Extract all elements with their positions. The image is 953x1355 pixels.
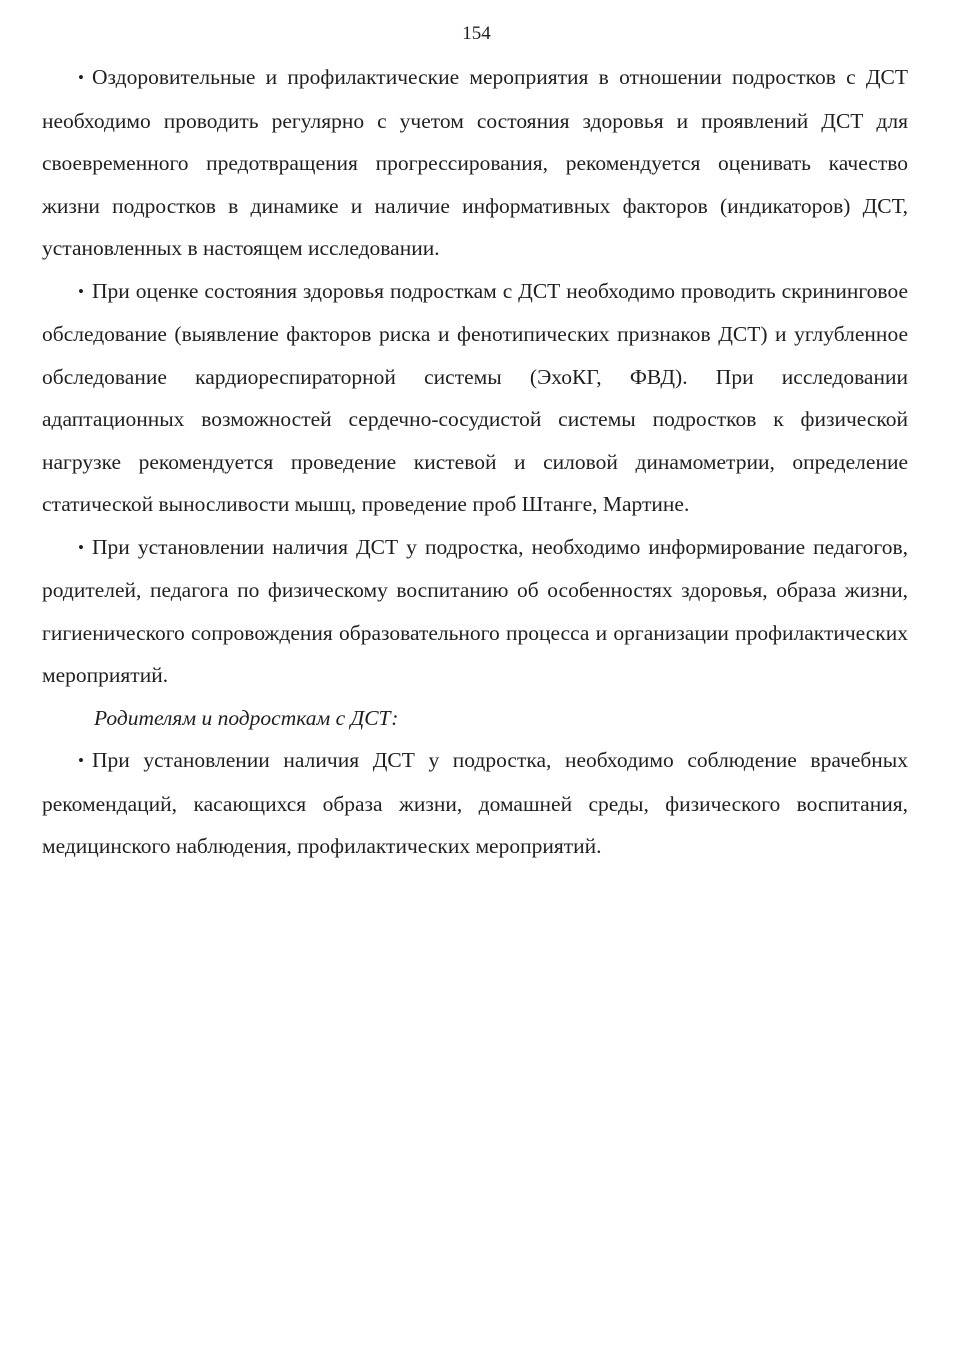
- bullet-paragraph-3: [42, 526, 908, 697]
- bullet-paragraph-3-text: При установлении наличия ДСТ у подростка, необходимо информирование педагогов, родителей, педагога по физическому воспитанию об особенностях здоровья, образа жизни, гигиенического сопровождения образовательного процесса и организации профилактических мероприятий.: [42, 534, 908, 687]
- bullet-icon: •: [78, 281, 84, 301]
- bullet-paragraph-4-text: При установлении наличия ДСТ у подростка, необходимо соблюдение врачебных рекомендаций, касающихся образа жизни, домашней среды, физического воспитания, медицинского наблюдения, профилактических мероприятий.: [42, 748, 908, 858]
- page-number: 154: [462, 23, 491, 44]
- bullet-paragraph-2-text: При оценке состояния здоровья подросткам с ДСТ необходимо проводить скрининговое обследование (выявление факторов риска и фенотипических признаков ДСТ) и углубленное обследование кардиореспираторной системы (ЭхоКГ, ФВД). При исследовании адаптационных возможностей сердечно-сосудистой системы подростков к физической нагрузке рекомендуется проведение кистевой и силовой динамометрии, определение статической выносливости мышц, проведение проб Штанге, Мартине.: [42, 278, 908, 516]
- bullet-icon: •: [78, 537, 84, 557]
- bullet-icon: •: [78, 751, 84, 770]
- bullet-icon: •: [78, 68, 84, 87]
- section-subheading: Родителям и подросткам с ДСТ:: [94, 705, 399, 730]
- bullet-paragraph-2: [42, 270, 908, 526]
- bullet-paragraph-1-text: Оздоровительные и профилактические мероприятия в отношении подростков с ДСТ необходимо проводить регулярно с учетом состояния здоровья и проявлений ДСТ для своевременного предотвращения прогрессирования, рекомендуется оценивать качество жизни подростков в динамике и наличие информативных факторов (индикаторов) ДСТ, установленных в настоящем исследовании.: [42, 65, 908, 260]
- bullet-paragraph-1: [42, 56, 908, 270]
- page-body: [42, 56, 908, 868]
- bullet-paragraph-4: [42, 739, 908, 868]
